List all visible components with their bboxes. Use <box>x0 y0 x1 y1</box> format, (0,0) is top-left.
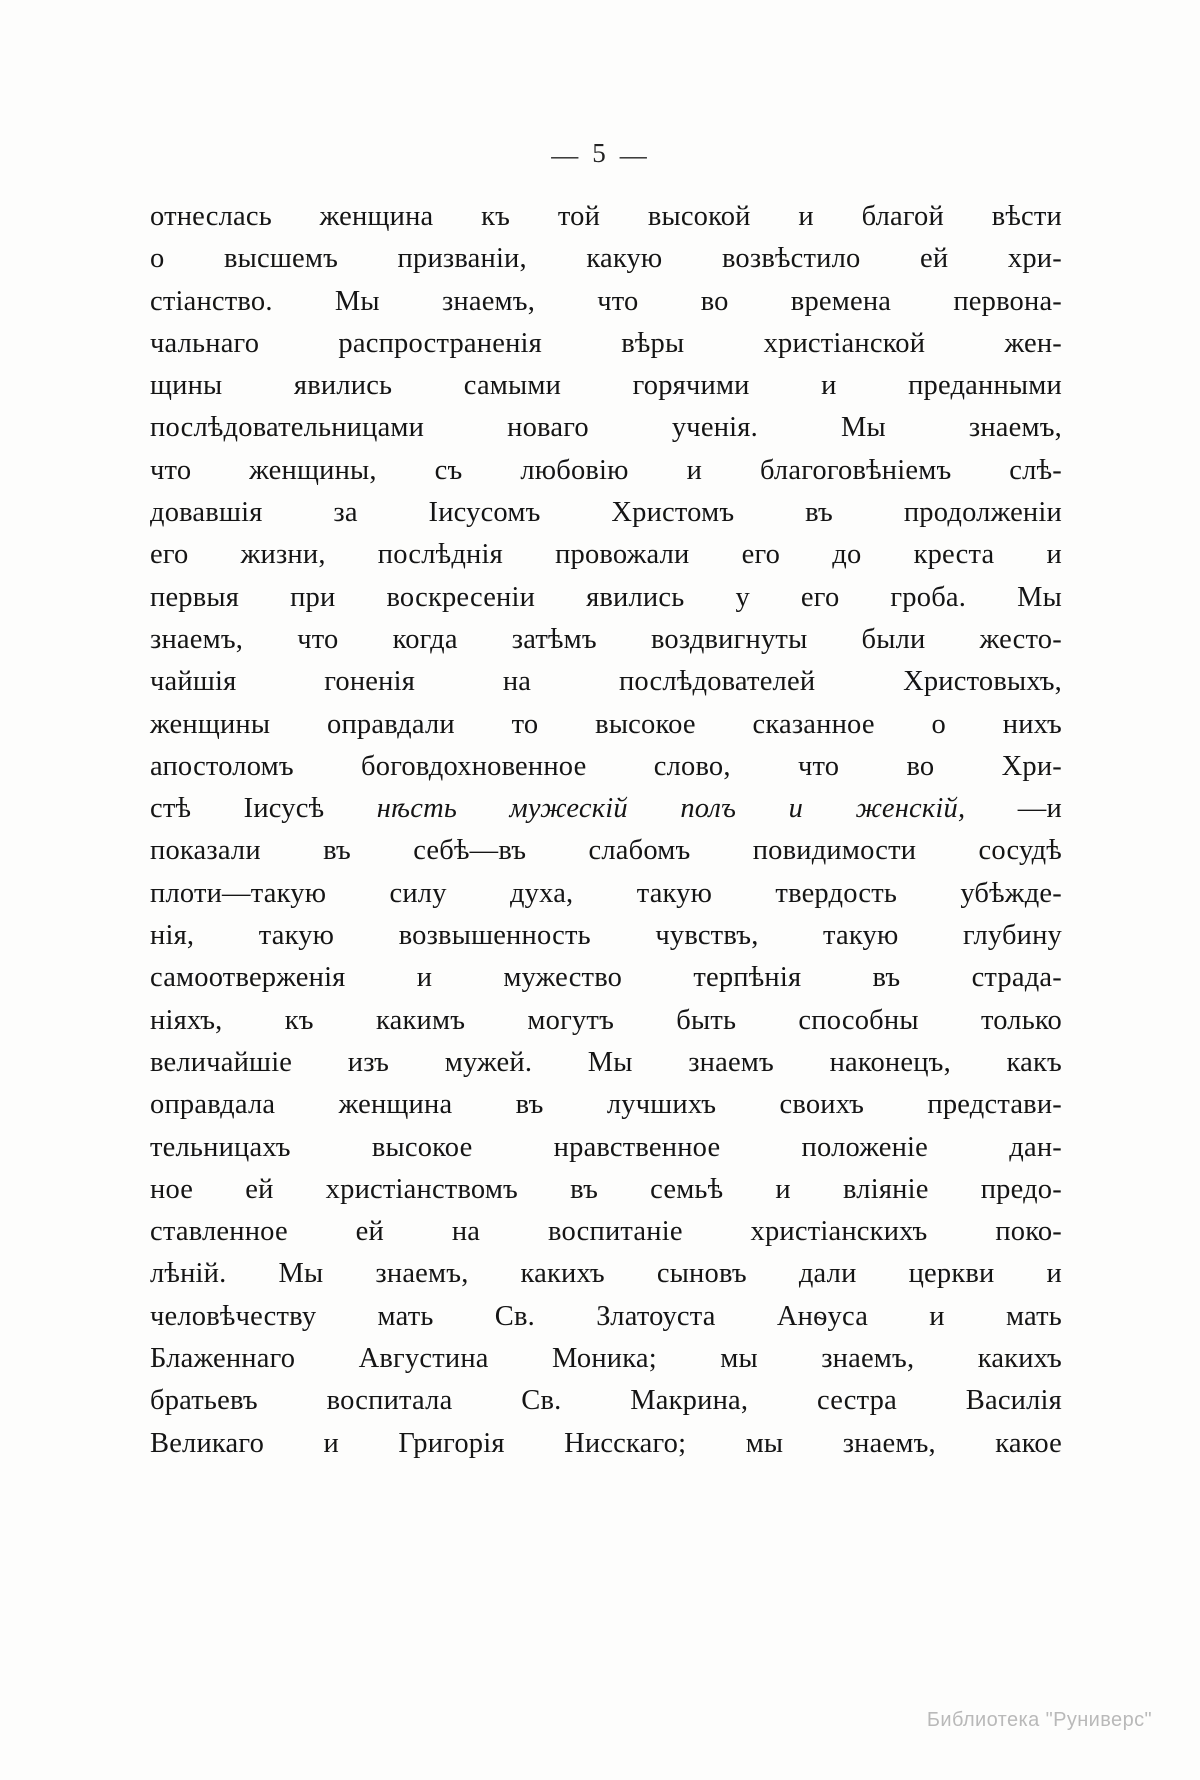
text-line: ставленное ей на воспитанiе христiанскихъ поко- <box>150 1216 1062 1248</box>
text-line: тельницахъ высокое нравственное положенiе дан- <box>150 1131 1062 1163</box>
text-line: первыя при воскресенiи явились у его гроба. Мы <box>150 581 1062 613</box>
page-number-right-dash: — <box>619 140 649 171</box>
text-line: апостоломъ боговдохновенное слово, что во Хри- <box>150 750 1062 782</box>
text-line: братьевъ воспитала Св. Макрина, сестра Василiя <box>150 1385 1062 1417</box>
text-line: ное ей христiанствомъ въ семьѣ и влiянiе предо- <box>150 1173 1062 1205</box>
text-line: лѣнiй. Мы знаемъ, какихъ сыновъ дали церкви и <box>150 1258 1062 1290</box>
text-line: самоотверженiя и мужество терпѣнiя въ страда- <box>150 962 1062 994</box>
watermark-label: Библиотека "Руниверс" <box>926 1709 1152 1731</box>
text-line: чайшiя гоненiя на послѣдователей Христовыхъ, <box>150 666 1062 698</box>
body-text <box>150 196 1062 1465</box>
text-line: послѣдовательницами новаго ученiя. Мы знаемъ, <box>150 412 1062 444</box>
text-line: оправдала женщина въ лучшихъ своихъ представи- <box>150 1089 1062 1121</box>
text-line: щины явились самыми горячими и преданными <box>150 370 1062 402</box>
text-line: его жизни, послѣднiя провожали его до креста и <box>150 539 1062 571</box>
text-line: стiанство. Мы знаемъ, что во времена первона- <box>150 285 1062 317</box>
text-line: нiя, такую возвышенность чувствъ, такую глубину <box>150 920 1062 952</box>
text-line: плоти—такую силу духа, такую твердость убѣжде- <box>150 877 1062 909</box>
text-line: Блаженнаго Августина Моника; мы знаемъ, какихъ <box>150 1343 1062 1375</box>
page-number <box>0 138 1200 171</box>
text-line: отнеслась женщина къ той высокой и благой вѣсти <box>150 201 1062 232</box>
page-number-value: 5 <box>592 138 608 168</box>
text-line: чальнаго распространенiя вѣры христiанской жен- <box>150 327 1062 359</box>
text-line: Великаго и Григорiя Нисскаго; мы знаемъ, какое <box>150 1427 1062 1459</box>
text-line: что женщины, съ любовiю и благоговѣнiемъ слѣ- <box>150 454 1062 486</box>
page-number-left-dash: — <box>551 140 581 171</box>
text-line: о высшемъ призванiи, какую возвѣстило ей хри- <box>150 243 1062 275</box>
text-line: величайшiе изъ мужей. Мы знаемъ наконецъ, какъ <box>150 1046 1062 1078</box>
text-line: показали въ себѣ—въ слабомъ повидимости сосудѣ <box>150 835 1062 867</box>
text-line: знаемъ, что когда затѣмъ воздвигнуты были жесто- <box>150 623 1062 655</box>
text-line: стѣ Iисусѣ нѣсть мужескiй полъ и женскiй, —и <box>150 793 1062 825</box>
text-line: нiяхъ, къ какимъ могутъ быть способны только <box>150 1004 1062 1036</box>
text-line: довавшiя за Iисусомъ Христомъ въ продолженiи <box>150 497 1062 529</box>
text-line: человѣчеству мать Св. Златоуста Анѳуса и мать <box>150 1300 1062 1332</box>
text-line: женщины оправдали то высокое сказанное о нихъ <box>150 708 1062 740</box>
